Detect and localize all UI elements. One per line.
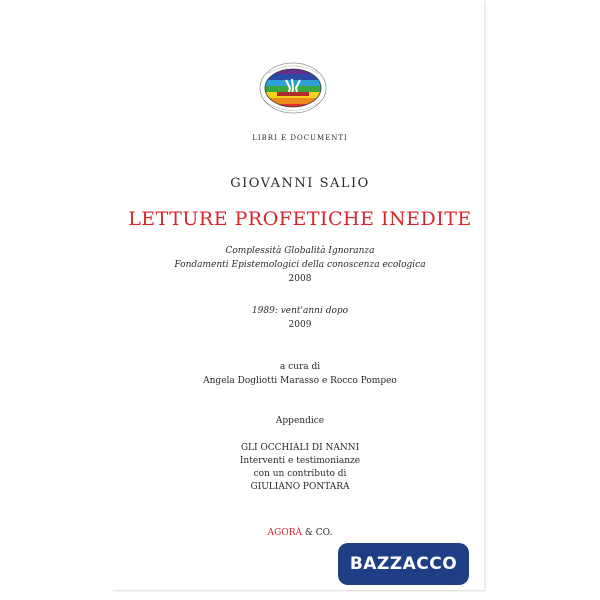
- subtitle-year: 2009: [288, 320, 312, 330]
- rainbow-seal-icon: [250, 58, 336, 118]
- appendix-contributor: GIULIANO PONTARA: [250, 482, 350, 492]
- series-label: LIBRI E DOCUMENTI: [252, 134, 348, 142]
- subtitle-year: 2008: [288, 274, 312, 284]
- bazzacco-badge[interactable]: BAZZACCO: [338, 543, 469, 585]
- subtitle-line: Fondamenti Epistemologici della conoscenza ecologica: [174, 260, 426, 270]
- author-name: GIOVANNI SALIO: [230, 176, 370, 191]
- publisher-suffix: & CO.: [302, 528, 333, 538]
- editors-names: Angela Dogliotti Marasso e Rocco Pompeo: [203, 376, 397, 386]
- appendix-label: Appendice: [275, 416, 325, 426]
- appendix-line: con un contributo di: [253, 469, 347, 479]
- appendix-line: Interventi e testimonianze: [239, 456, 361, 466]
- publisher-name: AGORÀ: [267, 528, 302, 538]
- editors-label: a cura di: [279, 362, 321, 372]
- book-title: LETTURE PROFETICHE INEDITE: [128, 208, 472, 230]
- subtitle-line: Complessità Globalità Ignoranza: [225, 246, 375, 256]
- publisher: [0, 528, 600, 538]
- subtitle-line: 1989: vent'anni dopo: [251, 306, 349, 316]
- appendix-title: GLI OCCHIALI DI NANNI: [240, 443, 360, 453]
